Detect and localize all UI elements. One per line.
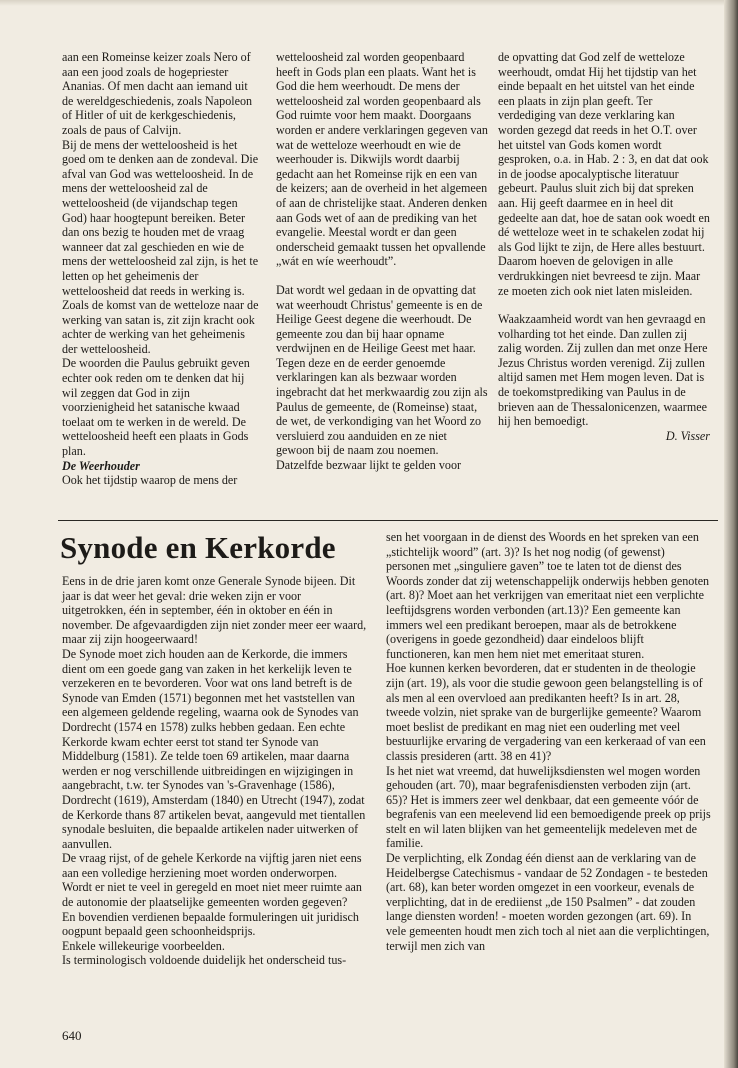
paragraph: Datzelfde bezwaar lijkt te gelden voor xyxy=(276,458,462,473)
paragraph: En bovendien verdienen bepaalde formuleringen uit juridisch oogpunt bepaald geen schoonheidsprijs. xyxy=(62,909,359,939)
paragraph: aan een Romeinse keizer zoals Nero of aan een jood zoals de hogepriester Ananias. Of men dacht aan iemand uit de wereldgeschiedenis, zoals Napoleon of Hitler of uit de kerkgeschiedenis, zoals de paus of Calvijn. xyxy=(62,50,253,137)
paragraph: De Synode moet zich houden aan de Kerkorde, die immers dient om een goede gang van zaken in het kerkelijk leven te verzekeren en te bevorderen. Voor wat ons land betreft is de Synode van Emden (1571) begonnen met het vaststellen van een algemeen geldende regeling, waarna ook de Synodes van Dordrecht (1574 en 1578) zulks hebben gedaan. Een echte Kerkorde kwam echter eerst tot stand ter Synode van Middelburg (1581). Ze telde toen 69 artikelen, maar daarna werden er nog verschillende uitbreidingen en wijzigingen in aangebracht, t.w. ter Synodes van 's-Gravenhage (1586), Dordrecht (1619), Amsterdam (1840) en Utrecht (1947), zodat de Kerkorde thans 87 artikelen bevat, aangevuld met tientallen synodale besluiten, die bepaalde artikelen nader uitwerken of aanvullen. xyxy=(62,646,366,851)
paragraph: Is terminologisch voldoende duidelijk het onderscheid tus- xyxy=(62,953,347,968)
paragraph: Ook het tijdstip waarop de mens der xyxy=(62,473,238,488)
paragraph: Hoe kunnen kerken bevorderen, dat er studenten in de theologie zijn (art. 19), als voor die studie gewoon geen belangstelling is of als men al een overvloed aan predikanten heeft? Is in art. 28, tweede volzin, niet sprake van de burgerlijke gemeente? Waarom moet beslist de predikant en mag niet een ouderling met veel bestuurlijke ervaring de vergadering van een kerkeraad of van een classis presideren (artt. 38 en 41)? xyxy=(386,661,706,763)
paragraph: De woorden die Paulus gebruikt geven echter ook reden om te denken dat hij wil zeggen dat God in zijn voorzienigheid het satanische kwaad toelaat om te werken in de wereld. De wetteloosheid heeft een plaats in Gods plan. xyxy=(62,356,250,459)
article-column-2 xyxy=(386,530,711,953)
paragraph: Daarom hoeven de gelovigen in alle verdrukkingen niet bevreesd te zijn. Maar ze moeten zich ook niet laten misleiden. xyxy=(498,254,701,298)
paragraph: Enkele willekeurige voorbeelden. xyxy=(62,938,225,953)
paragraph: De verplichting, elk Zondag één dienst aan de verklaring van de Heidelbergse Catechismus - vandaar de 52 Zondagen - te besteden (art. 68), kan beter worden omgezet in een voorkeur, evenals de verplichting, dat in de erediienst „de 150 Psalmen” - dat zouden lange diensten worden! - moeten worden gezongen (art. 69). In vele gemeenten houdt men zich toch al niet aan die verplichtingen, terwijl men zich van xyxy=(386,851,710,953)
section-subheading: De Weerhouder xyxy=(62,458,140,473)
paragraph: De vraag rijst, of de gehele Kerkorde na vijftig jaren niet eens aan een volledige herziening moet worden onderworpen. Wordt er niet te veel in geregeld en moet niet meer ruimte aan de autonomie der plaatselijke gemeenten worden gegeven? xyxy=(62,851,362,910)
paragraph: Is het niet wat vreemd, dat huwelijksdiensten wel mogen worden gehouden (art. 70), maar begrafenisdiensten verboden zijn (art. 65)? Het is immers zeer wel denkbaar, dat een gemeente vóór de begrafenis van een meelevend lid een bemoedigende preek op prijs stelt en wil laten blijken van het gemeentelijk medeleven met de familie. xyxy=(386,763,711,851)
article-continuation-column-2 xyxy=(276,50,488,473)
paragraph: sen het voorgaan in de dienst des Woords en het spreken van een „stichtelijk woord” (art. 3)? Is het nog nodig (of gewenst) personen met „singuliere gaven” toe te laten tot de dienst des Woords zonder dat zij wetenschappelijk onderwijs hebben genoten (art. 8)? Moet aan het verkrijgen van emeritaat niet een verplichte leeftijdsgrens worden verbonden (art.13)? Een gemeente kan immers wel een predikant beroepen, maar als de betrokkene (overigens in goede gezondheid) daar eindeloos blijft functioneren, kan men hem niet met emeritaat sturen. xyxy=(386,530,710,661)
paragraph: Bij de mens der wetteloosheid is het goed om te denken aan de zondeval. Die afval van God was wetteloosheid. In de mens der wetteloosheid zal de wetteloosheid (de vijandschap tegen God) haar hoogtepunt bereiken. Beter dan ons bezig te houden met de vraag wanneer dat zal geschieden en wie de mens der wetteloosheid zal zijn, is het te letten op het geheimenis der wetteloosheid dat reeds in werking is. Zoals de komst van de wetteloze naar de werking van satan is, zit zijn kracht ook achter de werking van het geheimenis der wetteloosheid. xyxy=(62,137,259,356)
article-continuation-column-3 xyxy=(498,50,710,443)
page-number: 640 xyxy=(62,1028,82,1043)
article-column-1 xyxy=(62,574,368,968)
article-continuation-column-1 xyxy=(62,50,262,488)
paragraph: de opvatting dat God zelf de wetteloze weerhoudt, omdat Hij het tijdstip van het einde bepaalt en het uitstel van het einde een plaats in zijn plan geeft. Ter verdediging van deze verklaring kan worden gezegd dat reeds in het O.T. over het uitstel van Gods komen wordt gesproken, o.a. in Hab. 2 : 3, en dat dat ook in de joodse apocalyptische literatuur gebeurt. Paulus sluit zich bij dat spreken aan. Hij geeft daarmee en in heel dit gedeelte aan dat, hoe de satan ook woedt en dé wetteloze weet in te schakelen zodat hij als God lijkt te zijn, de Here alles bestuurt. xyxy=(498,50,710,254)
author-signature: D. Visser xyxy=(665,428,710,443)
paragraph: Waakzaamheid wordt van hen gevraagd en volharding tot het einde. Dan zullen zij zalig worden. Zij zullen dan met onze Here Jezus Christus worden verenigd. Zij zullen altijd samen met Hem mogen leven. Dat is de toekomstprediking van Paulus in de brieven aan de Thessalonicenzen, waarmee hij hen bemoedigt. xyxy=(498,312,708,429)
paragraph: wetteloosheid zal worden geopenbaard heeft in Gods plan een plaats. Want het is God die hem weerhoudt. De mens der wetteloosheid zal worden geopenbaard als God ruimte voor hem maakt. Doorgaans worden er andere verklaringen gegeven van wat de wetteloze weerhoudt en wie de weerhouder is. Dikwijls wordt daarbij gedacht aan het Romeinse rijk en een van de keizers; aan de overheid in het algemeen of aan de christelijke staat. Anderen denken aan Gods wet of aan de prediking van het evangelie. Meestal wordt er dan geen onderscheid gemaakt tussen het opvallende „wát en wíe weerhoudt”. xyxy=(276,50,488,269)
article-title: Synode en Kerkorde xyxy=(60,530,336,565)
section-divider xyxy=(58,520,718,521)
paragraph: Dat wordt wel gedaan in de opvatting dat wat weerhoudt Christus' gemeente is en de Heilige Geest degene die weerhoudt. De gemeente zou dan bij haar opname verdwijnen en de Heilige Geest met haar. Tegen deze en de eerder genoemde verklaringen kan als bezwaar worden ingebracht dat het merkwaardig zou zijn als Paulus de gemeente, de (Romeinse) staat, de wet, de verkondiging van het Woord zo versluierd zou aanduiden en ze niet gewoon bij de naam zou noemen. xyxy=(276,282,488,458)
page-binding-edge xyxy=(724,0,738,1068)
page-top-shadow xyxy=(0,0,738,6)
paragraph: Eens in de drie jaren komt onze Generale Synode bijeen. Dit jaar is dat weer het geval: drie weken zijn er voor uitgetrokken, één in september, één in oktober en één in november. De afgevaardigden zijn niet zonder meer eer waard, maar zij zijn hoogeerwaard! xyxy=(62,574,367,647)
